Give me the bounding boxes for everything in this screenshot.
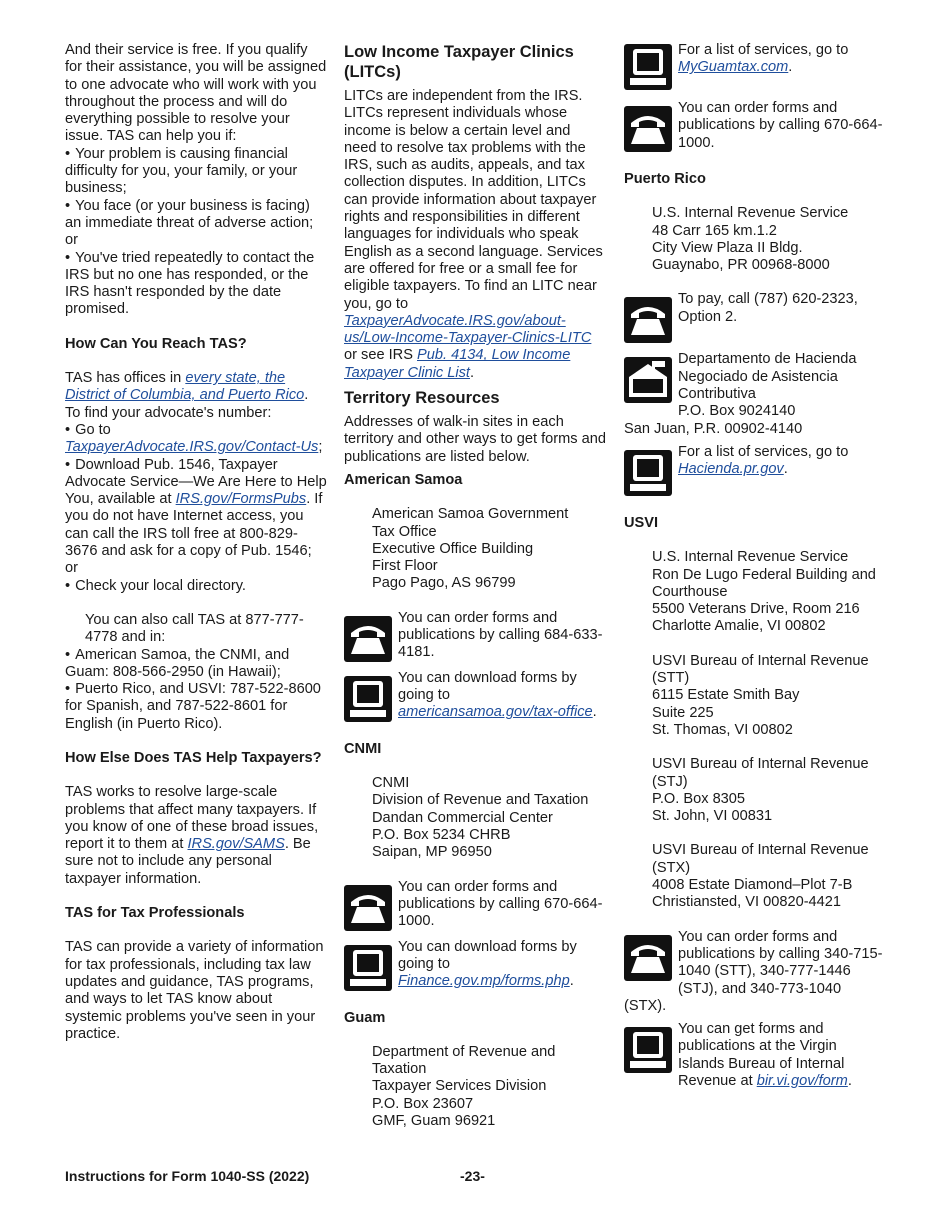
- puerto-rico-address: [624, 205, 886, 274]
- footer-form-title: Instructions for Form 1040-SS (2022): [65, 1168, 310, 1184]
- text: . Be sure not to include any personal taxpayer information.: [65, 836, 311, 887]
- heading-guam: Guam: [344, 1009, 386, 1026]
- mail-text: Departamento de Hacienda Negociado de Asistencia Contributiva: [678, 351, 857, 403]
- usvi-web: [624, 1021, 886, 1090]
- phone-icon: [624, 935, 672, 981]
- link-irs-sams[interactable]: IRS.gov/SAMS: [187, 836, 285, 853]
- text: Go to: [75, 421, 111, 438]
- address-line: 5500 Veterans Drive, Room 216: [652, 601, 860, 618]
- address-line: U.S. Internal Revenue Service: [652, 205, 849, 222]
- text: .: [847, 1072, 852, 1089]
- address-line: American Samoa Government: [372, 506, 569, 523]
- list-item: • Check your local directory.: [65, 578, 327, 595]
- also-call: You can also call TAS at 877-777-4778 and in:: [85, 611, 304, 646]
- american-samoa-phone: [344, 610, 606, 664]
- litc-paragraph: [344, 88, 606, 382]
- link-bir-vi[interactable]: bir.vi.gov/form: [756, 1072, 848, 1089]
- phone-text: You can order forms and publications by calling 340-715-1040 (STT), 340-777-1446 (STJ), and 340-773-1040 (STX).: [624, 928, 883, 1014]
- list-item: • Puerto Rico, and USVI: 787-522-8600 for Spanish, and 787-522-8601 for English (in Puerto Rico).: [65, 681, 327, 733]
- text: .: [788, 59, 793, 76]
- link-litc[interactable]: TaxpayerAdvocate.IRS.gov/about-us/Low-Income-Taxpayer-Clinics-LITC: [344, 312, 592, 347]
- column-2: [344, 42, 606, 1130]
- column-3: [624, 42, 886, 1090]
- heading-usvi: USVI: [624, 514, 659, 531]
- address-line: P.O. Box 5234 CHRB: [372, 826, 511, 843]
- puerto-rico-mail: [624, 351, 886, 437]
- address-line: Tax Office: [372, 523, 437, 540]
- address-line: 6115 Estate Smith Bay: [652, 687, 800, 704]
- address-line: P.O. Box 23607: [372, 1095, 474, 1112]
- heading-cnmi: CNMI: [344, 740, 382, 757]
- puerto-rico-web: [624, 444, 886, 498]
- computer-icon: [344, 676, 392, 722]
- address-line: St. Thomas, VI 00802: [652, 721, 793, 738]
- guam-web: [624, 42, 886, 92]
- heading-tas-help: How Else Does TAS Help Taxpayers?: [65, 749, 322, 766]
- phone-text: You can order forms and publications by calling 670-664-1000.: [398, 878, 603, 930]
- heading-puerto-rico: Puerto Rico: [624, 171, 706, 187]
- address-line: Charlotte Amalie, VI 00802: [652, 618, 826, 635]
- text: You can download forms by going to: [398, 938, 577, 972]
- else-paragraph: [65, 784, 327, 888]
- link-hacienda[interactable]: Hacienda.pr.gov: [678, 461, 784, 478]
- list-item: [65, 422, 327, 457]
- guam-phone: [624, 100, 886, 154]
- text: TAS works to resolve large-scale problems that affect many taxpayers. If you know of one of these broad issues, report it to them at: [65, 784, 319, 853]
- text: . To find your advocate's number:: [65, 387, 309, 421]
- address-line: Ron De Lugo Federal Building and Courthouse: [652, 566, 876, 600]
- text: For a list of services, go to: [678, 443, 849, 460]
- mailbox-icon: [624, 357, 672, 403]
- address-line: USVI Bureau of Internal Revenue (STJ): [652, 756, 869, 790]
- usvi-address-4: [624, 842, 886, 911]
- list-item: • You've tried repeatedly to contact the IRS but no one has responded, or the IRS hasn't responded by the date promised.: [65, 250, 327, 319]
- address-line: CNMI: [372, 775, 410, 792]
- territory-paragraph: Addresses of walk-in sites in each territory and other ways to get forms and publications are listed below.: [344, 414, 606, 465]
- phone-icon: [624, 106, 672, 152]
- heading-litc: Low Income Taxpayer Clinics (LITCs): [344, 43, 574, 81]
- heading-reach-tas: How Can You Reach TAS?: [65, 335, 247, 352]
- text: .: [470, 364, 475, 381]
- address-line: Guaynabo, PR 00968-8000: [652, 257, 830, 274]
- page-number: -23-: [460, 1168, 485, 1184]
- list-item: • You face (or your business is facing) an immediate threat of adverse action; or: [65, 198, 327, 250]
- text: For a list of services, go to: [678, 42, 849, 58]
- address-line: St. John, VI 00831: [652, 808, 773, 825]
- list-item: • American Samoa, the CNMI, and Guam: 808-566-2950 (in Hawaii);: [65, 647, 327, 682]
- address-line: Saipan, MP 96950: [372, 844, 492, 861]
- cnmi-web: [344, 939, 606, 993]
- computer-icon: [624, 1027, 672, 1073]
- cnmi-address: [344, 775, 606, 861]
- text: TAS has offices in: [65, 370, 186, 387]
- column-1: [65, 42, 327, 1043]
- text: You can get forms and publications at the Virgin Islands Bureau of Internal Revenue at: [678, 1021, 845, 1089]
- address-line: USVI Bureau of Internal Revenue (STT): [652, 652, 869, 687]
- address-line: Suite 225: [652, 704, 714, 721]
- phone-icon: [624, 297, 672, 343]
- text: Download Pub. 1546, Taxpayer Advocate Service—We Are Here to Help You, available at: [65, 456, 327, 508]
- computer-icon: [344, 945, 392, 991]
- text: .: [569, 973, 574, 990]
- american-samoa-web: [344, 670, 606, 724]
- phone-text: You can order forms and publications by calling 670-664-1000.: [678, 100, 883, 151]
- text: .: [783, 461, 788, 478]
- puerto-rico-phone: [624, 291, 886, 345]
- address-line: San Juan, P.R. 00902-4140: [624, 420, 803, 437]
- heading-territory: Territory Resources: [344, 389, 500, 408]
- address-line: P.O. Box 8305: [652, 790, 746, 807]
- address-line: Pago Pago, AS 96799: [372, 575, 516, 592]
- pro-paragraph: TAS can provide a variety of information for tax professionals, including tax law updates and guidance, TAS programs, and ways to let TAS know about systemic problems you've seen in your practice.: [65, 939, 324, 1042]
- text: . If you do not have Internet access, you can call the IRS toll free at 800-829-3676 and ask for a copy of Pub. 1546; or: [65, 491, 323, 577]
- list-item: • Your problem is causing financial difficulty for you, your family, or your business;: [65, 146, 327, 198]
- address-line: P.O. Box 9024140: [678, 403, 796, 420]
- reach-paragraph: [65, 370, 327, 422]
- text: or see IRS: [344, 347, 417, 364]
- address-line: City View Plaza II Bldg.: [652, 239, 803, 256]
- text: ;: [318, 439, 323, 456]
- address-line: First Floor: [372, 558, 438, 575]
- phone-icon: [344, 885, 392, 931]
- link-taxpayer-advocate-contact[interactable]: TaxpayerAdvocate.IRS.gov/Contact-Us: [65, 439, 319, 456]
- text: You can download forms by going to: [398, 669, 577, 704]
- guam-address: [344, 1044, 606, 1130]
- tas-intro: And their service is free. If you qualify for their assistance, you will be assigned to one advocate who will work with you throughout the process and will do everything possible to resolve your issue. TAS can help you if:: [65, 42, 327, 145]
- usvi-address-2: [624, 653, 886, 739]
- list-item: [65, 457, 327, 578]
- address-line: 4008 Estate Diamond–Plot 7-B: [652, 877, 853, 894]
- usvi-address-1: [624, 549, 886, 635]
- link-myguamtax[interactable]: MyGuamtax.com: [678, 59, 789, 76]
- address-line: 48 Carr 165 km.1.2: [652, 222, 777, 239]
- heading-american-samoa: American Samoa: [344, 471, 463, 488]
- link-americansamoa[interactable]: americansamoa.gov/tax-office: [398, 704, 593, 721]
- cnmi-phone: [344, 879, 606, 933]
- phone-text: To pay, call (787) 620-2323, Option 2.: [678, 291, 858, 325]
- address-line: Taxpayer Services Division: [372, 1078, 547, 1095]
- usvi-phone: [624, 929, 886, 1015]
- computer-icon: [624, 450, 672, 496]
- text: LITCs are independent from the IRS. LITCs represent individuals whose income is below a certain level and need to resolve tax problems with the IRS, such as audits, appeals, and tax collection disputes. In addition, LITCs can provide information about taxpayer rights and responsibilities in different languages for individuals who speak English as a second language. Services are offered for free or a small fee for eligible taxpayers. To find an LITC near you, go to: [344, 88, 603, 312]
- text: .: [592, 704, 597, 721]
- link-pub-4134[interactable]: Pub. 4134, Low Income Taxpayer Clinic List: [344, 347, 571, 381]
- phone-text: You can order forms and publications by calling 684-633-4181.: [398, 609, 603, 661]
- address-line: USVI Bureau of Internal Revenue (STX): [652, 842, 869, 876]
- address-line: GMF, Guam 96921: [372, 1112, 496, 1129]
- computer-icon: [624, 44, 672, 90]
- phone-icon: [344, 616, 392, 662]
- address-line: Department of Revenue and Taxation: [372, 1043, 556, 1078]
- address-line: Executive Office Building: [372, 540, 534, 557]
- address-line: U.S. Internal Revenue Service: [652, 549, 849, 566]
- address-line: Division of Revenue and Taxation: [372, 792, 589, 809]
- link-finance-gov-mp[interactable]: Finance.gov.mp/forms.php: [398, 973, 570, 990]
- link-every-state[interactable]: every state, the District of Columbia, and Puerto Rico: [65, 370, 305, 404]
- american-samoa-address: [344, 506, 606, 592]
- heading-tas-professionals: TAS for Tax Professionals: [65, 905, 245, 922]
- usvi-address-3: [624, 756, 886, 825]
- link-irs-formspubs[interactable]: IRS.gov/FormsPubs: [175, 491, 307, 508]
- address-line: Christiansted, VI 00820-4421: [652, 894, 842, 911]
- address-line: Dandan Commercial Center: [372, 809, 553, 826]
